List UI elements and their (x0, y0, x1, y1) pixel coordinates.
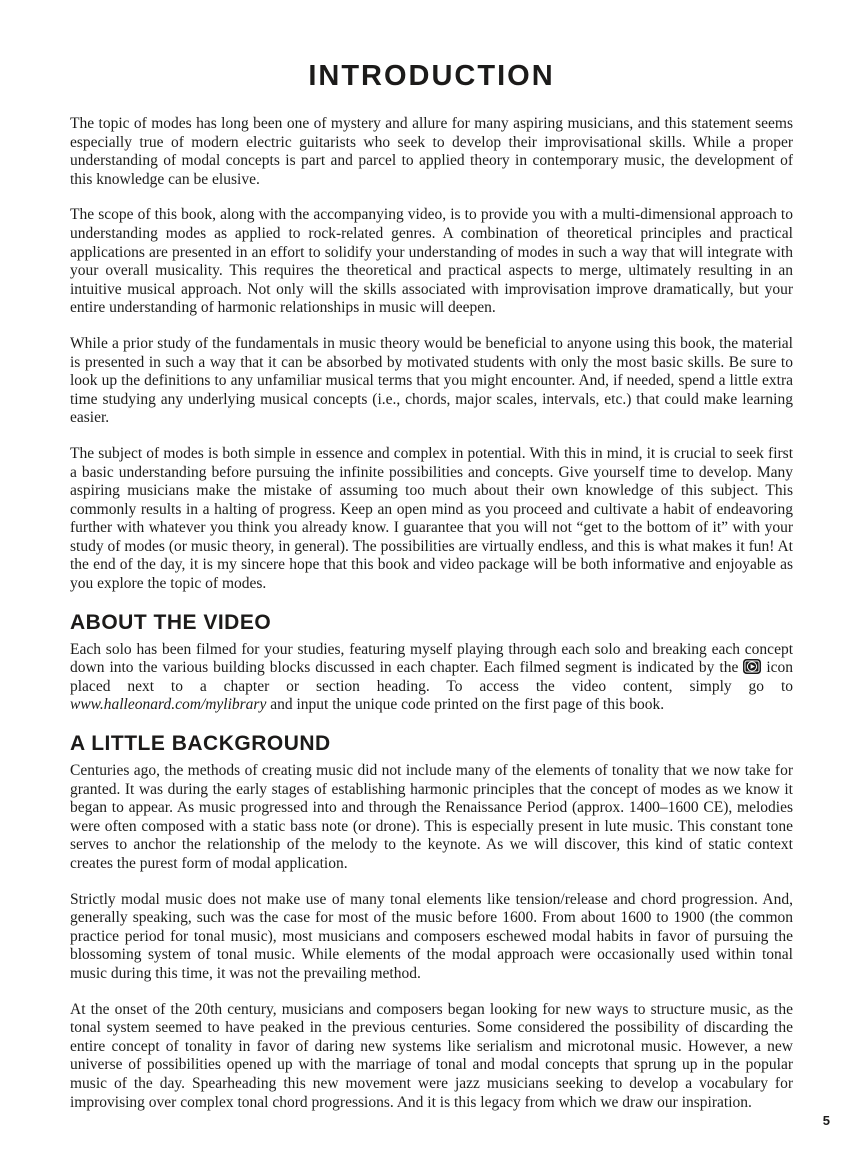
section-heading-a-little-background: A LITTLE BACKGROUND (70, 732, 331, 756)
about-video-text-after-icon: icon placed next to a chapter or section heading. To access the video content, simply go to (70, 659, 794, 695)
section-heading-about-the-video: ABOUT THE VIDEO (70, 610, 272, 634)
background-paragraph-3: At the onset of the 20th century, musicians and composers began looking for new ways to structure music, as the tonal system seemed to have peaked in the previous centuries. Some considered the possibility of discarding the entire concept of tonality in favor of daring new systems like serialism and microtonal music. However, a new universe of possibilities opened up with the marriage of tonal and modal concepts that sprung up in the popular music of the day. Spearheading this new movement were jazz musicians seeking to develop a vocabulary for improvising over complex tonal chord progressions. And it is this legacy from which we draw our inspiration. (70, 1000, 793, 1111)
about-video-text-after-url: and input the unique code printed on the first page of this book. (270, 696, 665, 714)
intro-paragraph-1: The topic of modes has long been one of mystery and allure for many aspiring musicians, and this statement seems especially true of modern electric guitarists who seek to develop their improvisational skills. While a proper understanding of modal concepts is part and parcel to applied theory in contemporary music, the development of this knowledge can be elusive. (70, 115, 793, 188)
page-title: INTRODUCTION (308, 60, 555, 92)
intro-paragraph-3: While a prior study of the fundamentals in music theory would be beneficial to anyone using this book, the material is presented in such a way that it can be absorbed by motivated students with only the most basic skills. Be sure to look up the definitions to any unfamiliar musical terms that you might encounter. And, if needed, spend a little extra time studying any underlying musical concepts (i.e., chords, major scales, intervals, etc.) that could make learning easier. (70, 334, 793, 427)
background-paragraph-1: Centuries ago, the methods of creating music did not include many of the elements of tonality that we now take for granted. It was during the early stages of establishing harmonic principles that the concept of modes as we know it began to appear. As music progressed into and through the Renaissance Period (approx. 1400–1600 CE), melodies were often composed with a static bass note (or drone). This is especially present in lute music. This constant tone serves to anchor the relationship of the melody to the keynote. As we will discover, this kind of static context creates the purest form of modal application. (70, 762, 793, 872)
background-paragraph-2: Strictly modal music does not make use of many tonal elements like tension/release and chord progression. And, generally speaking, such was the case for most of the music before 1600. From about 1600 to 1900 (the common practice period for tonal music), most musicians and composers eschewed modal habits in favor of pursuing the blossoming system of tonal music. While elements of the modal approach were occasionally used within tonal music during this time, it was not the prevailing method. (70, 890, 793, 982)
video-play-icon (743, 659, 761, 674)
about-video-text-before-icon: Each solo has been filmed for your studies, featuring myself playing through each solo and breaking each concept down into the various building blocks discussed in each chapter. Each filmed segment is indicated by the (70, 640, 793, 677)
page-number: 5 (822, 1113, 830, 1128)
intro-paragraph-4: The subject of modes is both simple in essence and complex in potential. With this in mind, it is crucial to seek first a basic understanding before pursuing the infinite possibilities and concepts. Give yourself time to develop. Many aspiring musicians make the mistake of assuming too much about their own knowledge of this subject. This commonly results in a halting of progress. Keep an open mind as you proceed and cultivate a habit of endeavoring further with whatever you think you already know. I guarantee that you will not “get to the bottom of it” with your study of modes (or music theory, in general). The possibilities are virtually endless, and this is what makes it fun! At the end of the day, it is my sincere hope that this book and video package will be both informative and enjoyable as you explore the topic of modes. (70, 444, 793, 593)
page-content (70, 60, 793, 1129)
video-library-url: www.halleonard.com/mylibrary (70, 696, 267, 714)
about-video-paragraph (70, 641, 793, 715)
intro-paragraph-2: The scope of this book, along with the accompanying video, is to provide you with a multi-dimensional approach to understanding modes as applied to rock-related genres. A combination of theoretical principles and practical applications are presented in an effort to solidify your understanding of modes in such a way that will integrate with your overall musicality. This requires the theoretical and practical aspects to merge, ultimately resulting in an intuitive musical approach. Not only will the skills associated with improvisation improve dramatically, but your entire understanding of harmonic relationships in music will deepen. (70, 206, 793, 317)
